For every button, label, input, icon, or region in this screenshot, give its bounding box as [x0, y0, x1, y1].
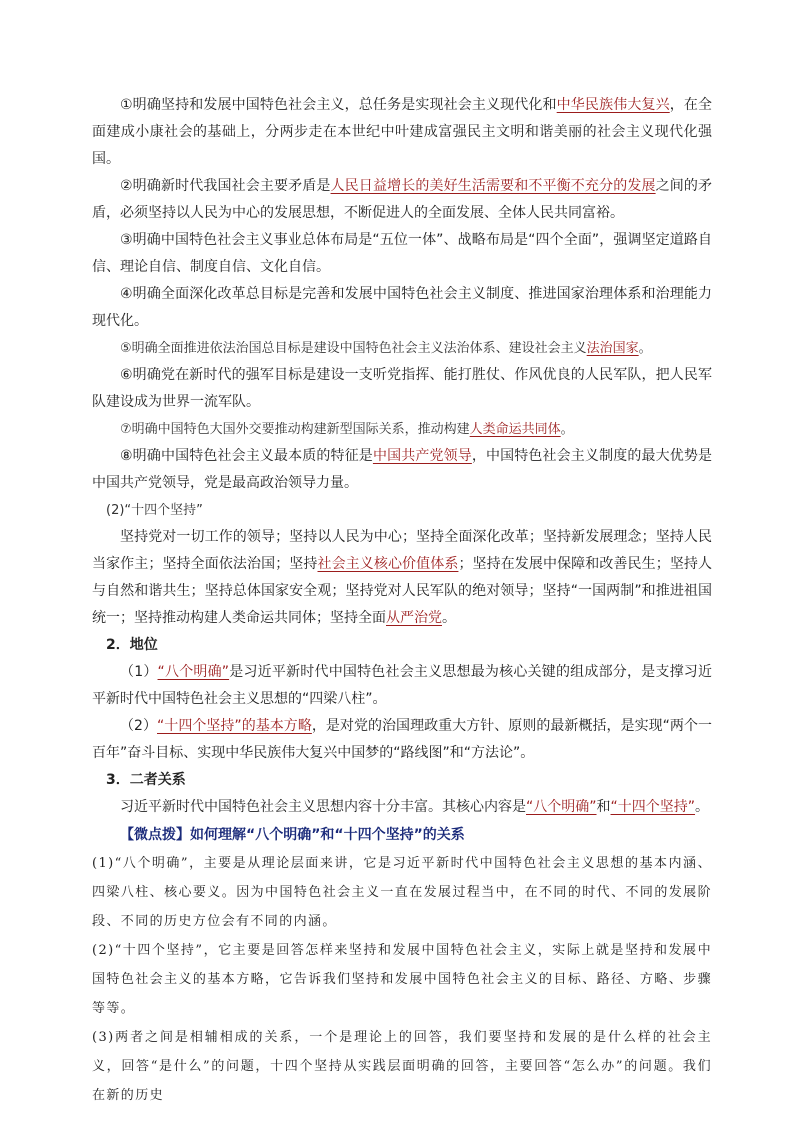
highlight-term: “八个明确” [157, 664, 230, 680]
paragraph-fourteen-adherences [92, 524, 712, 632]
paragraph-text: ⑤明确全面推进依法治国总目标是建设中国特色社会主义法治体系、建设社会主义 [120, 341, 587, 356]
paragraph-text: 。 [442, 610, 456, 626]
highlight-term: 人民日益增长的美好生活需要和不平衡不充分的发展 [330, 178, 656, 194]
paragraph-text: 之间的矛盾，必须坚持以人民为中心的发展思想，不断促进人的全面发展、全体人民共同富裕。 [92, 178, 713, 221]
paragraph-text: ，是对党的治国理政重大方针、原则的最新概括，是实现“两个一百年”奋斗目标、实现中华民族伟大复兴中国梦的“路线图”和“方法论”。 [92, 718, 712, 761]
paragraph-text: ⑦明确中国特色大国外交要推动构建新型国际关系，推动构建 [120, 422, 470, 437]
tip-paragraph-2: (2)“十四个坚持”，它主要是回答怎样来坚持和发展中国特色社会主义，实际上就是坚持和发展中国特色社会主义的基本方略，它告诉我们坚持和发展中国特色社会主义的目标、路径、方略、步骤等等。 [92, 943, 712, 1016]
paragraph-text: ⑧明确中国特色社会主义最本质的特征是 [120, 448, 373, 464]
highlight-term: 中国共产党领导 [372, 448, 472, 464]
paragraph-clarity-8 [92, 443, 712, 497]
paragraph-clarity-6: ⑥明确党在新时代的强军目标是建设一支听党指挥、能打胜仗、作风优良的人民军队，把人民军队建设成为世界一流军队。 [92, 367, 712, 410]
tip-title-text: 如何理解“八个明确”和“十四个坚持”的关系 [190, 827, 465, 843]
paragraph-clarity-4: ④明确全面深化改革总目标是完善和发展中国特色社会主义制度、推进国家治理体系和治理能力现代化。 [92, 286, 712, 329]
paragraph-text: 和 [596, 799, 611, 815]
paragraph-text: ，中国特色社会主义制度的最大优势是中国共产党领导，党是最高政治领导力量。 [92, 448, 712, 491]
paragraph-clarity-3: ③明确中国特色社会主义事业总体布局是“五位一体”、战略布局是“四个全面”，强调坚定道路自信、理论自信、制度自信、文化自信。 [92, 232, 712, 275]
paragraph-relation [92, 794, 712, 821]
tip-tag: 【微点拨】 [120, 827, 190, 843]
paragraph-clarity-5 [92, 335, 712, 362]
paragraph-text: （2） [120, 718, 157, 734]
paragraph-text: ①明确坚持和发展中国特色社会主义，总任务是实现社会主义现代化和 [120, 97, 557, 113]
highlight-term: “十四个坚持” [610, 799, 696, 815]
paragraph-text: 坚持党对一切工作的领导；坚持以人民为中心；坚持全面深化改革；坚持新发展理念；坚持人民当家作主；坚持全面依法治国；坚持 [92, 529, 712, 572]
paragraph-text: 是习近平新时代中国特色社会主义思想最为核心关键的组成部分，是支撑习近平新时代中国特色社会主义思想的“四梁八柱”。 [92, 664, 712, 707]
highlight-term: 社会主义核心价值体系 [317, 556, 459, 572]
section-heading-status: 2．地位 [106, 637, 158, 653]
paragraph-status-2 [92, 713, 712, 767]
section-heading-relation: 3．二者关系 [106, 772, 186, 788]
tip-paragraph-1: (1)“八个明确”，主要是从理论层面来讲，它是习近平新时代中国特色社会主义思想的基本内涵、四梁八柱、核心要义。因为中国特色社会主义一直在发展过程当中，在不同的时代、不同的发展阶段、不同的历史方位会有不同的内涵。 [92, 856, 712, 929]
document-body [92, 92, 712, 1110]
subheading-fourteen-adherences: (2)“十四个坚持” [106, 503, 203, 518]
highlight-term: 人类命运共同体 [469, 422, 561, 437]
tip-paragraph-3: (3)两者之间是相辅相成的关系，一个是理论上的回答，我们要坚持和发展的是什么样的社会主义，回答“是什么”的问题，十四个坚持从实践层面明确的回答，主要回答“怎么办”的问题。我们在新的历史 [92, 1030, 712, 1103]
highlight-term: “八个明确” [526, 799, 597, 815]
highlight-term: 法治国家 [586, 341, 639, 356]
paragraph-text: 习近平新时代中国特色社会主义思想内容十分丰富。其核心内容是 [120, 799, 526, 815]
paragraph-text: ；坚持在发展中保障和改善民生；坚持人与自然和谐共生；坚持总体国家安全观；坚持党对人民军队的绝对领导；坚持“一国两制”和推进祖国统一；坚持推动构建人类命运共同体；坚持全面 [92, 556, 713, 626]
highlight-term: 中华民族伟大复兴 [556, 97, 670, 113]
paragraph-text: 。 [638, 341, 652, 356]
paragraph-text: 。 [695, 799, 710, 815]
paragraph-text: ，在全面建成小康社会的基础上，分两步走在本世纪中叶建成富强民主文明和谐美丽的社会主义现代化强国。 [92, 97, 712, 167]
tip-box-title [92, 821, 712, 849]
paragraph-text: ②明确新时代我国社会主要矛盾是 [120, 178, 331, 194]
paragraph-clarity-2 [92, 173, 712, 227]
paragraph-text: （1） [120, 664, 158, 680]
paragraph-status-1 [92, 659, 712, 713]
highlight-term: 从严治党 [386, 610, 442, 626]
highlight-term: “十四个坚持”的基本方略 [157, 718, 312, 734]
paragraph-text: 。 [560, 422, 574, 437]
paragraph-clarity-1 [92, 92, 712, 173]
paragraph-clarity-7 [92, 416, 712, 443]
